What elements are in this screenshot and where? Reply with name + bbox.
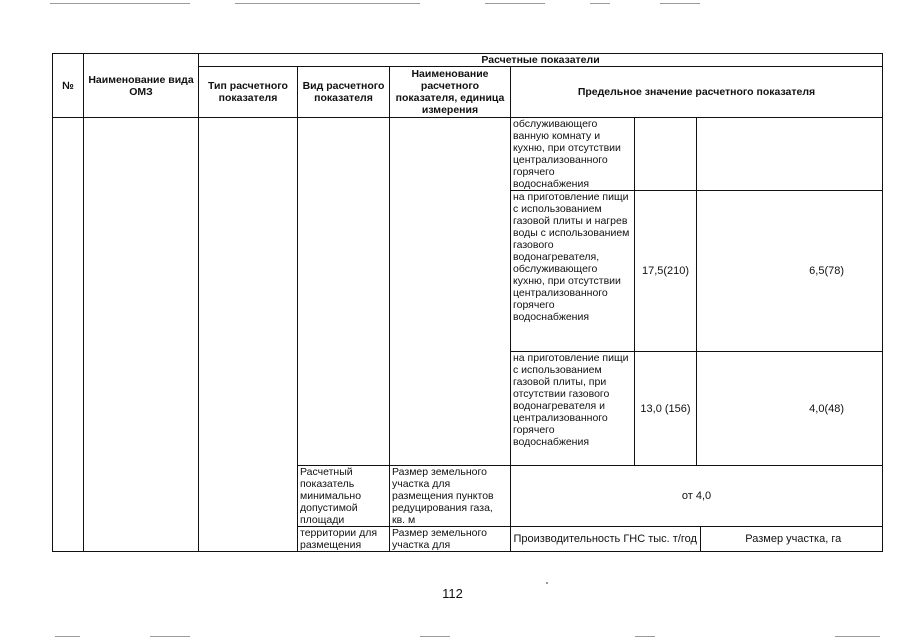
header-oms-kind: Наименование вида ОМЗ xyxy=(84,54,199,118)
cell-indicator-kind xyxy=(298,118,390,466)
scan-bottom-line-2 xyxy=(150,636,190,637)
gns-indicator-kind: территории для размещения xyxy=(298,527,390,552)
scan-bottom-line-4 xyxy=(635,636,655,637)
header-indicator-type: Тип расчетного показателя xyxy=(199,67,298,118)
scan-bottom-line-5 xyxy=(835,636,880,637)
cell-oms-kind xyxy=(84,118,199,552)
scan-top-line-2 xyxy=(235,3,420,4)
value-1: 13,0 (156) xyxy=(635,352,697,466)
scan-speck xyxy=(546,582,548,584)
row-description: на приготовление пищи с использованием газовой плиты и нагрев воды с использованием газового водонагревателя, обслуживающего кухню, при отсутствии централизованного горячего водоснабжения xyxy=(511,191,635,352)
gns-area-header: Размер участка, га xyxy=(700,527,883,551)
indicators-table xyxy=(52,53,883,552)
scan-top-line-1 xyxy=(50,3,190,4)
land-limit-value: от 4,0 xyxy=(511,466,883,527)
scan-top-line-4 xyxy=(590,3,610,4)
table-row xyxy=(53,118,883,191)
gns-subheader xyxy=(511,527,883,552)
header-number: № xyxy=(53,54,84,118)
header-calc-indicators: Расчетные показатели xyxy=(199,54,883,67)
land-indicator-name: Размер земельного участка для размещения пунктов редуцирования газа, кв. м xyxy=(390,466,511,527)
cell-indicator-name xyxy=(390,118,511,466)
cell-indicator-type xyxy=(199,118,298,552)
value-1 xyxy=(635,118,697,191)
scan-top-line-5 xyxy=(660,3,700,4)
gns-indicator-name: Размер земельного участка для xyxy=(390,527,511,552)
scan-bottom-line-3 xyxy=(420,636,450,637)
row-description: обслуживающего ванную комнату и кухню, при отсутствии централизованного горячего водоснабжения xyxy=(511,118,635,191)
scan-top-line-3 xyxy=(485,3,545,4)
gns-subtable xyxy=(511,527,883,551)
header-indicator-name: Наименование расчетного показателя, единица измерения xyxy=(390,67,511,118)
land-indicator-kind: Расчетный показатель минимально допустимой площади xyxy=(298,466,390,527)
header-indicator-kind: Вид расчетного показателя xyxy=(298,67,390,118)
cell-number xyxy=(53,118,84,552)
page-number: 112 xyxy=(442,586,463,601)
header-limit-value: Предельное значение расчетного показателя xyxy=(511,67,883,118)
gns-capacity-header: Производительность ГНС тыс. т/год xyxy=(513,533,697,545)
scan-bottom-line-1 xyxy=(55,636,80,637)
value-1: 17,5(210) xyxy=(635,191,697,352)
value-2 xyxy=(697,118,883,191)
value-2: 6,5(78) xyxy=(697,191,883,352)
row-description: на приготовление пищи с использованием газовой плиты, при отсутствии газового водонагревателя и централизованного горячего водоснабжения xyxy=(511,352,635,466)
value-2: 4,0(48) xyxy=(697,352,883,466)
